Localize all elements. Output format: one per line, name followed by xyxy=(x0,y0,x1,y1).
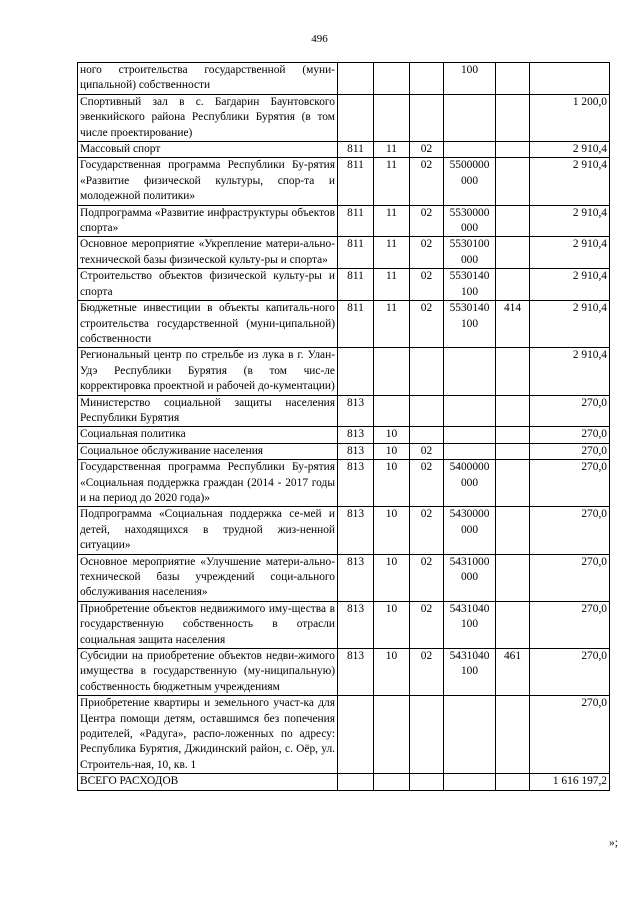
subsection-code-cell: 02 xyxy=(410,142,444,158)
subsection-code-cell: 02 xyxy=(410,269,444,301)
table-row xyxy=(78,774,610,790)
table-row xyxy=(78,94,610,141)
table-row xyxy=(78,205,610,237)
department-code-cell: 811 xyxy=(338,237,374,269)
section-code-cell: 10 xyxy=(374,427,410,443)
amount-cell: 270,0 xyxy=(530,601,610,648)
target-article-code-cell: 5530140 100 xyxy=(444,301,496,348)
subsection-code-cell: 02 xyxy=(410,601,444,648)
department-code-cell: 813 xyxy=(338,649,374,696)
subsection-code-cell xyxy=(410,348,444,395)
item-name-cell: Бюджетные инвестиции в объекты капиталь-ного строительства государственной (муни-ципальной) собственности xyxy=(78,301,338,348)
subsection-code-cell xyxy=(410,696,444,774)
item-name-cell: ВСЕГО РАСХОДОВ xyxy=(78,774,338,790)
target-article-code-cell: 5431040 100 xyxy=(444,649,496,696)
amount-cell: 1 200,0 xyxy=(530,94,610,141)
budget-table-body xyxy=(78,63,610,791)
item-name-cell: Основное мероприятие «Улучшение матери-ально-технической базы учреждений соци-ального обслуживания населения» xyxy=(78,554,338,601)
section-code-cell: 10 xyxy=(374,443,410,459)
amount-cell: 2 910,4 xyxy=(530,301,610,348)
table-row xyxy=(78,395,610,427)
expense-type-code-cell xyxy=(496,696,530,774)
subsection-code-cell: 02 xyxy=(410,158,444,205)
section-code-cell xyxy=(374,63,410,95)
item-name-cell: ного строительства государственной (муни-ципальной) собственности xyxy=(78,63,338,95)
expense-type-code-cell: 461 xyxy=(496,649,530,696)
amount-cell xyxy=(530,63,610,95)
department-code-cell xyxy=(338,696,374,774)
item-name-cell: Подпрограмма «Развитие инфраструктуры объектов спорта» xyxy=(78,205,338,237)
target-article-code-cell: 100 xyxy=(444,63,496,95)
target-article-code-cell: 5430000 000 xyxy=(444,507,496,554)
subsection-code-cell xyxy=(410,395,444,427)
table-row xyxy=(78,348,610,395)
item-name-cell: Субсидии на приобретение объектов недви-жимого имущества в государственную (му-ниципальную) собственность бюджетным учреждениям xyxy=(78,649,338,696)
amount-cell: 270,0 xyxy=(530,507,610,554)
item-name-cell: Министерство социальной защиты населения Республики Бурятия xyxy=(78,395,338,427)
expense-type-code-cell xyxy=(496,774,530,790)
department-code-cell xyxy=(338,774,374,790)
department-code-cell: 813 xyxy=(338,507,374,554)
department-code-cell xyxy=(338,94,374,141)
target-article-code-cell xyxy=(444,94,496,141)
amount-cell: 270,0 xyxy=(530,443,610,459)
item-name-cell: Приобретение объектов недвижимого иму-щества в государственную собственность в отрасли социальная защита населения xyxy=(78,601,338,648)
expense-type-code-cell: 414 xyxy=(496,301,530,348)
subsection-code-cell xyxy=(410,94,444,141)
target-article-code-cell xyxy=(444,696,496,774)
expense-type-code-cell xyxy=(496,237,530,269)
amount-cell: 2 910,4 xyxy=(530,269,610,301)
section-code-cell xyxy=(374,696,410,774)
expense-type-code-cell xyxy=(496,205,530,237)
table-row xyxy=(78,601,610,648)
table-row xyxy=(78,443,610,459)
department-code-cell xyxy=(338,348,374,395)
item-name-cell: Государственная программа Республики Бу-рятия «Социальная поддержка граждан (2014 - 2017 годы и на период до 2020 года)» xyxy=(78,460,338,507)
expense-type-code-cell xyxy=(496,158,530,205)
item-name-cell: Приобретение квартиры и земельного участ-ка для Центра помощи детям, оставшимся без попечения родителей, «Радуга», распо-ложенных по адресу: Республика Бурятия, Джидинский район, с. Оёр, ул. Строитель-ная, 10, кв. 1 xyxy=(78,696,338,774)
subsection-code-cell xyxy=(410,63,444,95)
table-row xyxy=(78,237,610,269)
subsection-code-cell: 02 xyxy=(410,301,444,348)
subsection-code-cell: 02 xyxy=(410,237,444,269)
section-code-cell xyxy=(374,94,410,141)
expense-type-code-cell xyxy=(496,554,530,601)
target-article-code-cell: 5530000 000 xyxy=(444,205,496,237)
table-row xyxy=(78,649,610,696)
amount-cell: 2 910,4 xyxy=(530,237,610,269)
target-article-code-cell xyxy=(444,774,496,790)
amount-cell: 270,0 xyxy=(530,427,610,443)
department-code-cell: 811 xyxy=(338,269,374,301)
amount-cell: 1 616 197,2 xyxy=(530,774,610,790)
target-article-code-cell xyxy=(444,348,496,395)
department-code-cell: 813 xyxy=(338,395,374,427)
department-code-cell: 813 xyxy=(338,443,374,459)
department-code-cell: 813 xyxy=(338,601,374,648)
subsection-code-cell: 02 xyxy=(410,205,444,237)
expense-type-code-cell xyxy=(496,601,530,648)
target-article-code-cell xyxy=(444,142,496,158)
expense-type-code-cell xyxy=(496,395,530,427)
table-row xyxy=(78,696,610,774)
subsection-code-cell: 02 xyxy=(410,443,444,459)
subsection-code-cell xyxy=(410,774,444,790)
item-name-cell: Подпрограмма «Социальная поддержка се-мей и детей, находящихся в трудной жиз-ненной ситуации» xyxy=(78,507,338,554)
item-name-cell: Социальная политика xyxy=(78,427,338,443)
target-article-code-cell: 5431000 000 xyxy=(444,554,496,601)
section-code-cell: 10 xyxy=(374,460,410,507)
amount-cell: 270,0 xyxy=(530,460,610,507)
subsection-code-cell xyxy=(410,427,444,443)
department-code-cell: 811 xyxy=(338,142,374,158)
item-name-cell: Массовый спорт xyxy=(78,142,338,158)
subsection-code-cell: 02 xyxy=(410,554,444,601)
department-code-cell: 811 xyxy=(338,205,374,237)
table-row xyxy=(78,507,610,554)
section-code-cell xyxy=(374,774,410,790)
target-article-code-cell xyxy=(444,395,496,427)
item-name-cell: Основное мероприятие «Укрепление матери-ально-технической базы физической культу-ры и спорта» xyxy=(78,237,338,269)
amount-cell: 270,0 xyxy=(530,696,610,774)
amount-cell: 270,0 xyxy=(530,649,610,696)
department-code-cell: 813 xyxy=(338,427,374,443)
section-code-cell: 10 xyxy=(374,649,410,696)
target-article-code-cell: 5431040 100 xyxy=(444,601,496,648)
department-code-cell xyxy=(338,63,374,95)
item-name-cell: Региональный центр по стрельбе из лука в г. Улан-Удэ Республики Бурятия (в том чис-ле корректировка проектной и рабочей до-кументации) xyxy=(78,348,338,395)
amount-cell: 2 910,4 xyxy=(530,142,610,158)
item-name-cell: Спортивный зал в с. Багдарин Баунтовского эвенкийского района Республики Бурятия (в том числе проектирование) xyxy=(78,94,338,141)
section-code-cell: 10 xyxy=(374,601,410,648)
table-row xyxy=(78,301,610,348)
section-code-cell: 11 xyxy=(374,205,410,237)
section-code-cell: 11 xyxy=(374,301,410,348)
budget-table xyxy=(77,62,610,791)
table-row xyxy=(78,460,610,507)
subsection-code-cell: 02 xyxy=(410,649,444,696)
section-code-cell xyxy=(374,348,410,395)
item-name-cell: Государственная программа Республики Бу-рятия «Развитие физической культуры, спор-та и молодежной политики» xyxy=(78,158,338,205)
item-name-cell: Строительство объектов физической культу-ры и спорта xyxy=(78,269,338,301)
subsection-code-cell: 02 xyxy=(410,460,444,507)
expense-type-code-cell xyxy=(496,507,530,554)
target-article-code-cell: 5530100 000 xyxy=(444,237,496,269)
section-code-cell: 11 xyxy=(374,158,410,205)
target-article-code-cell xyxy=(444,443,496,459)
section-code-cell: 11 xyxy=(374,142,410,158)
table-row xyxy=(78,554,610,601)
table-row xyxy=(78,427,610,443)
table-row xyxy=(78,63,610,95)
target-article-code-cell xyxy=(444,427,496,443)
target-article-code-cell: 5500000 000 xyxy=(444,158,496,205)
table-row xyxy=(78,142,610,158)
amount-cell: 2 910,4 xyxy=(530,205,610,237)
amount-cell: 2 910,4 xyxy=(530,158,610,205)
department-code-cell: 811 xyxy=(338,158,374,205)
department-code-cell: 811 xyxy=(338,301,374,348)
department-code-cell: 813 xyxy=(338,460,374,507)
expense-type-code-cell xyxy=(496,427,530,443)
expense-type-code-cell xyxy=(496,443,530,459)
item-name-cell: Социальное обслуживание населения xyxy=(78,443,338,459)
page-number: 496 xyxy=(311,33,328,45)
target-article-code-cell: 5400000 000 xyxy=(444,460,496,507)
expense-type-code-cell xyxy=(496,269,530,301)
expense-type-code-cell xyxy=(496,94,530,141)
closing-quote: »; xyxy=(609,837,618,849)
expense-type-code-cell xyxy=(496,348,530,395)
section-code-cell xyxy=(374,395,410,427)
expense-type-code-cell xyxy=(496,63,530,95)
amount-cell: 270,0 xyxy=(530,554,610,601)
amount-cell: 2 910,4 xyxy=(530,348,610,395)
expense-type-code-cell xyxy=(496,142,530,158)
amount-cell: 270,0 xyxy=(530,395,610,427)
target-article-code-cell: 5530140 100 xyxy=(444,269,496,301)
section-code-cell: 10 xyxy=(374,507,410,554)
section-code-cell: 11 xyxy=(374,237,410,269)
section-code-cell: 10 xyxy=(374,554,410,601)
table-row xyxy=(78,269,610,301)
expense-type-code-cell xyxy=(496,460,530,507)
subsection-code-cell: 02 xyxy=(410,507,444,554)
section-code-cell: 11 xyxy=(374,269,410,301)
department-code-cell: 813 xyxy=(338,554,374,601)
table-row xyxy=(78,158,610,205)
